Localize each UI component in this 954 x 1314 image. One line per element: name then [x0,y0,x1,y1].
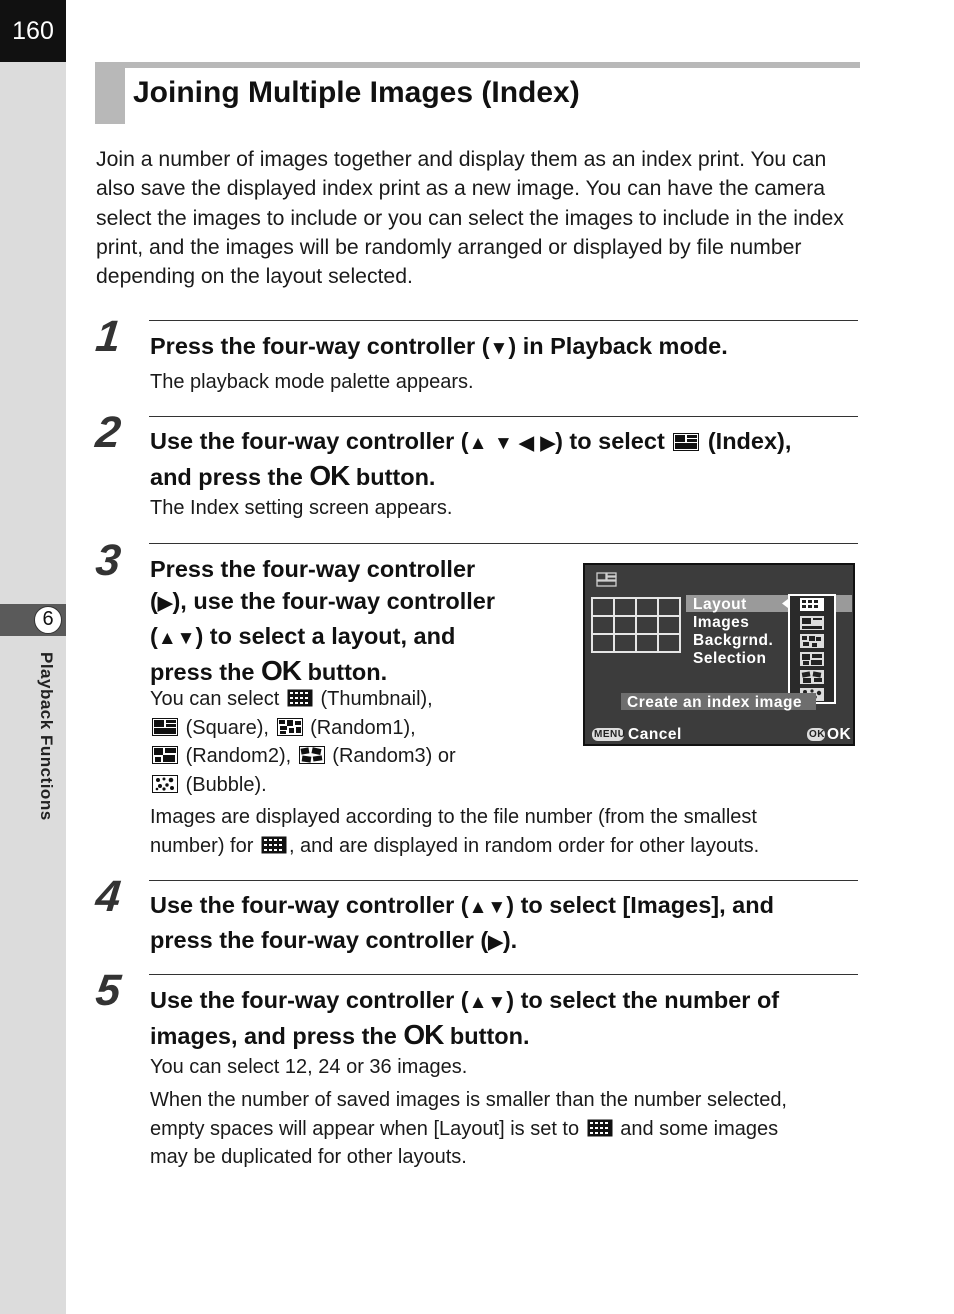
ok-icon: OK [309,460,350,491]
step-divider [149,320,858,321]
right-arrow-icon: ▶ [157,593,173,614]
menu-item-selection[interactable]: Selection [693,650,767,667]
step-divider [149,880,858,881]
down-arrow-icon: ▼ [489,338,509,359]
ok-icon: OK [403,1019,444,1050]
right-arrow-icon: ▶ [540,433,556,454]
menu-item-layout[interactable]: Layout [693,596,747,613]
title-bar [95,62,860,124]
bubble-icon [152,775,178,793]
step-divider [149,974,858,975]
step-3-number: 3 [93,536,124,585]
step-2-number: 2 [93,408,124,457]
square-icon [152,718,178,736]
up-arrow-icon: ▲ [468,897,488,918]
index-square-icon [673,433,699,451]
sidebar [0,0,66,1314]
ok-button[interactable]: OK [827,726,852,743]
step-3-body: Images are displayed according to the file number (from the smallest number) for , and are displayed in random order for other layouts. [150,806,760,857]
ok-icon: OK [261,655,302,686]
step-5-number: 5 [93,966,124,1015]
step-1-number: 1 [93,312,124,361]
up-arrow-icon: ▲ [468,992,488,1013]
random1-icon [277,718,303,736]
intro-paragraph: Join a number of images together and display them as an index print. You can also save the displayed index print as a new image. You can have the camera select the images to include or you can select the images to include in the index print, and the images will be randomly arranged or displayed by file number depending on the layout selected. [96,148,844,289]
step-1-body: The playback mode palette appears. [150,371,474,393]
thumbnail-icon [287,689,313,707]
menu-item-background[interactable]: Backgrnd. [693,632,774,649]
down-arrow-icon: ▼ [487,897,507,918]
up-arrow-icon: ▲ [468,433,488,454]
page-number: 160 [0,0,66,62]
up-arrow-icon: ▲ [157,628,177,649]
thumbnail-icon [261,836,287,854]
down-arrow-icon: ▼ [487,992,507,1013]
step-4-heading: Use the four-way controller (▲▼) to select [Images], and press the four-way controller (▶). [150,892,774,953]
step-3-layouts: You can select (Thumbnail), (Square), (Random1), (Random2), (Random3) or (Bubble). [150,688,456,796]
menu-key-icon: MENU [594,729,626,740]
step-5-heading: Use the four-way controller (▲▼) to select the number of images, and press the OK button. [150,987,780,1050]
chapter-label: Playback Functions [37,652,56,821]
thumbnail-icon [587,1119,613,1137]
step-5-body-b: When the number of saved images is smaller than the number selected, empty spaces will appear when [Layout] is set to and some images may be duplicated for other layouts. [150,1089,787,1168]
down-arrow-icon: ▼ [493,433,513,454]
step-divider [149,416,858,417]
step-2-body: The Index setting screen appears. [150,497,453,519]
page-title: Joining Multiple Images (Index) [133,76,580,109]
step-1-heading: Press the four-way controller (▼) in Playback mode. [150,333,728,359]
index-icon [597,573,616,586]
down-arrow-icon: ▼ [176,628,196,649]
left-arrow-icon: ◀ [519,433,534,454]
step-4-number: 4 [93,872,124,921]
step-3-heading: Press the four-way controller (▶), use the four-way controller (▲▼) to select a layout, and press the OK button. [150,556,495,686]
ok-key-icon: OK [809,729,825,740]
index-setting-screen [583,563,855,746]
step-2-heading: Use the four-way controller (▲ ▼ ◀ ▶) to select (Index), and press the OK button. [150,428,792,491]
menu-item-images[interactable]: Images [693,614,750,631]
preview-grid [592,598,680,652]
create-index-button[interactable]: Create an index image [627,694,803,711]
random2-icon [152,746,178,764]
step-5-body-a: You can select 12, 24 or 36 images. [150,1056,468,1078]
cancel-button[interactable]: Cancel [628,726,682,743]
right-arrow-icon: ▶ [488,932,503,953]
chapter-number: 6 [34,606,62,634]
step-divider [149,543,858,544]
random3-icon [299,746,325,764]
